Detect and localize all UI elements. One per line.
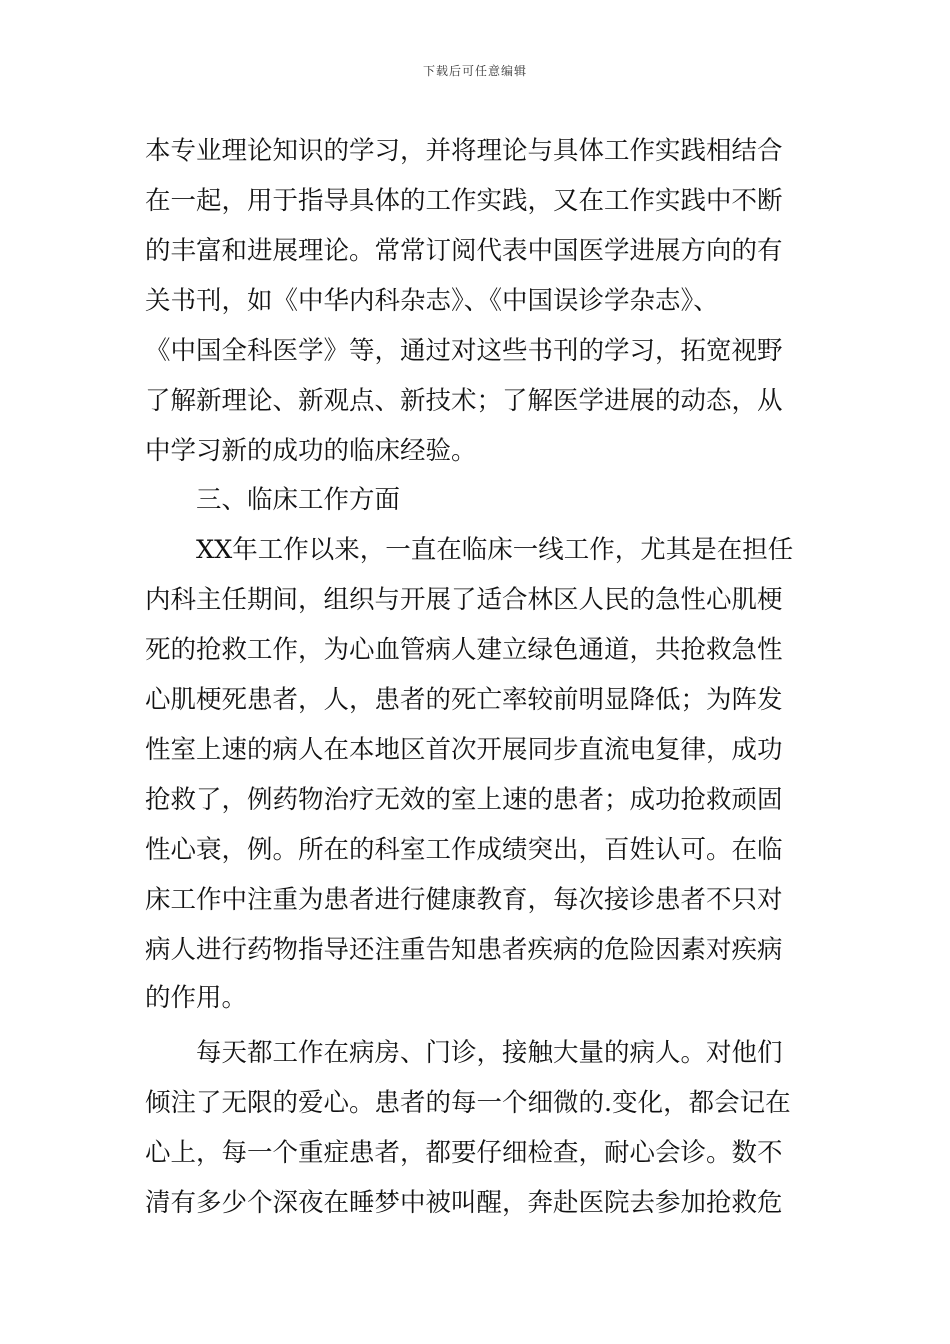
text-line: 了解新理论、新观点、新技术；了解医学进展的动态，从 <box>145 386 783 416</box>
text-line: 性心衰，例。所在的科室工作成绩突出，百姓认可。在临 <box>145 835 783 865</box>
text-line: 在一起，用于指导具体的工作实践，又在工作实践中不断 <box>145 186 783 216</box>
text-line: 关书刊，如《中华内科杂志》、《中国误诊学杂志》、 <box>145 286 719 316</box>
text-line: 《中国全科医学》等，通过对这些书刊的学习，拓宽视野 <box>145 336 783 366</box>
text-line: 床工作中注重为患者进行健康教育，每次接诊患者不只对 <box>145 885 783 915</box>
text-line: 每天都工作在病房、门诊，接触大量的病人。对他们 <box>145 1038 783 1068</box>
text-line: 心上，每一个重症患者，都要仔细检查，耐心会诊。数不 <box>145 1138 783 1168</box>
text-line: 倾注了无限的爱心。患者的每一个细微的.变化，都会记在 <box>145 1088 791 1118</box>
text-line: 本专业理论知识的学习，并将理论与具体工作实践相结合 <box>145 136 783 166</box>
text-line: 中学习新的成功的临床经验。 <box>145 436 477 466</box>
text-line: 的丰富和进展理论。常常订阅代表中国医学进展方向的有 <box>145 236 783 266</box>
text-line: 的作用。 <box>145 983 248 1013</box>
text-line: 病人进行药物指导还注重告知患者疾病的危险因素对疾病 <box>145 935 783 965</box>
text-line: 内科主任期间，组织与开展了适合林区人民的急性心肌梗 <box>145 585 783 615</box>
text-line: 抢救了，例药物治疗无效的室上速的患者；成功抢救顽固 <box>145 785 783 815</box>
section-heading: 三、临床工作方面 <box>145 485 401 515</box>
text-line: 死的抢救工作，为心血管病人建立绿色通道，共抢救急性 <box>145 635 783 665</box>
text-line: 性室上速的病人在本地区首次开展同步直流电复律，成功 <box>145 735 783 765</box>
text-line: 清有多少个深夜在睡梦中被叫醒，奔赴医院去参加抢救危 <box>145 1188 783 1218</box>
page-header: 下载后可任意编辑 <box>422 64 527 78</box>
text-line: 心肌梗死患者，人，患者的死亡率较前明显降低；为阵发 <box>145 685 783 715</box>
text-line: XX年工作以来，一直在临床一线工作，尤其是在担任 <box>145 535 794 565</box>
